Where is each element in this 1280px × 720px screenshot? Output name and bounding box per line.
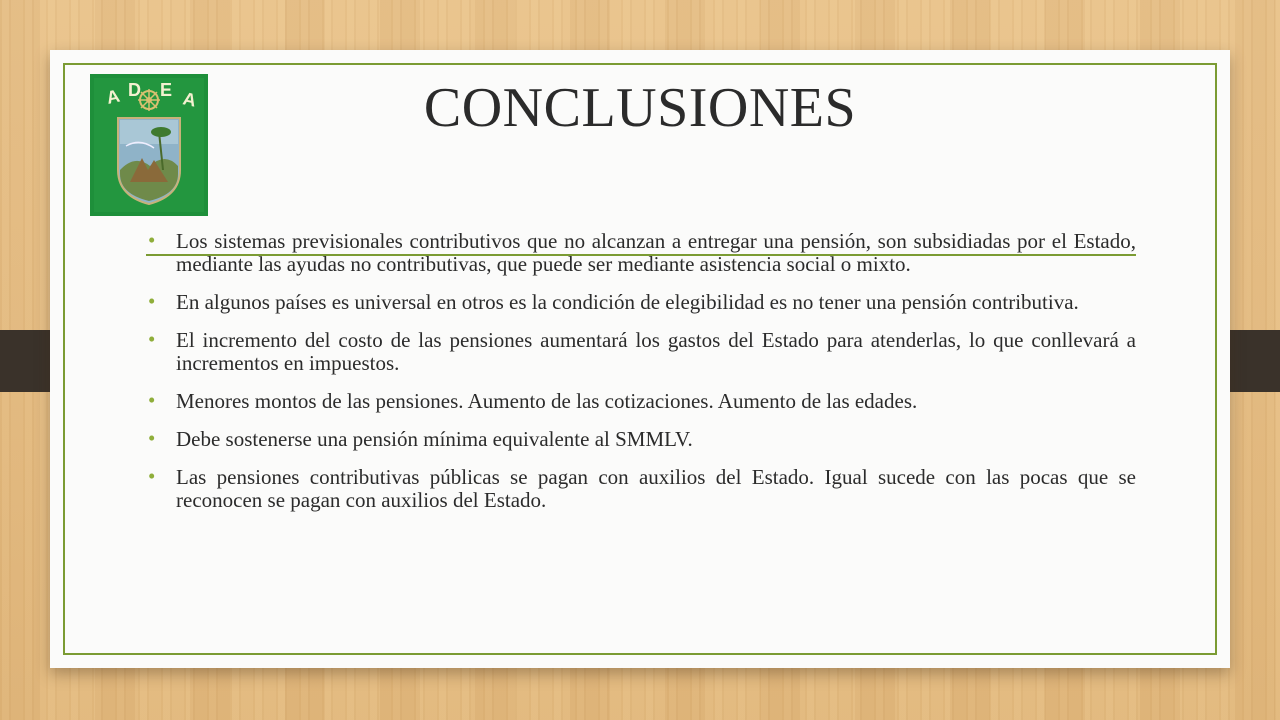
bullet-dot: • [148, 327, 156, 351]
slide-title [50, 76, 1230, 140]
list-item [146, 466, 1136, 512]
slide-card [50, 50, 1230, 668]
bullet-dot: • [148, 464, 156, 488]
bullet-text: Los sistemas previsionales contributivos que no alcanzan a entregar una pensión, son subsidiadas por el Estado, mediante las ayudas no contributivas, que puede ser mediante asistencia social o mixto. [176, 229, 1136, 276]
list-item [146, 428, 1136, 451]
bullet-text: El incremento del costo de las pensiones aumentará los gastos del Estado para atenderlas, lo que conllevará a incrementos en impuestos. [176, 328, 1136, 375]
slide-title-text: CONCLUSIONES [423, 77, 857, 139]
bullet-text: Las pensiones contributivas públicas se pagan con auxilios del Estado. Igual sucede con las pocas que se reconocen se pagan con auxilios del Estado. [176, 465, 1136, 512]
logo-letter-1: A [104, 85, 122, 108]
bullet-dot: • [148, 388, 156, 412]
list-item [146, 329, 1136, 375]
logo-letter-3: E [160, 80, 173, 100]
bullet-text: Menores montos de las pensiones. Aumento de las cotizaciones. Aumento de las edades. [176, 389, 918, 413]
logo-letter-2: D [128, 80, 141, 100]
bullet-text: Debe sostenerse una pensión mínima equivalente al SMMLV. [176, 427, 693, 451]
bullet-text: En algunos países es universal en otros es la condición de elegibilidad es no tener una pensión contributiva. [176, 290, 1079, 314]
conclusions-list [146, 230, 1136, 527]
logo-letter-4: A [181, 88, 199, 111]
list-item [146, 390, 1136, 413]
list-item [146, 230, 1136, 276]
bullet-dot: • [148, 426, 156, 450]
bullet-dot: • [148, 289, 156, 313]
list-item [146, 291, 1136, 314]
bullet-dot: • [148, 228, 156, 252]
